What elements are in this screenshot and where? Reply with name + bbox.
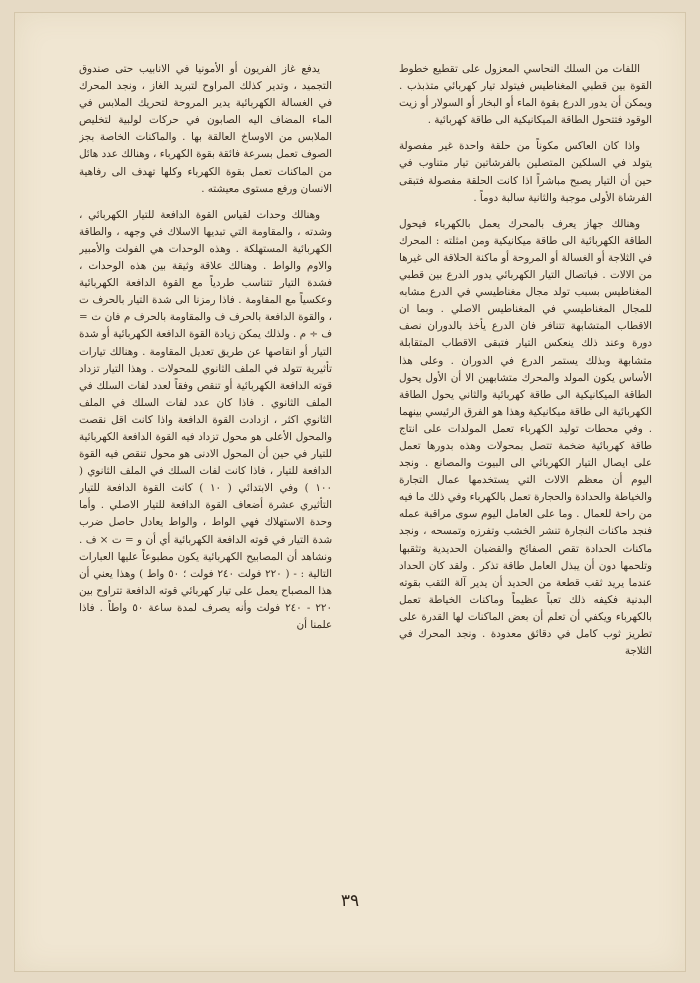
right-column <box>399 61 652 881</box>
book-page <box>14 12 686 972</box>
paragraph: يدفع غاز الفريون أو الأمونيا في الانابيب حتى صندوق التجميد ، وتدير كذلك المراوح لتبريد الغاز ، ونجد المحرك في الغسالة الكهربائية يدير المروحة لتحريك الملابس في الماء المضاف اليه الصابون في حركات لولبية لتخليص الملابس من الاوساخ العالقة بها . والماكنات الخاصة بجز الصوف تعمل بسرعة فائقة بقوة الكهرباء ، وهنالك عدد هائل من الماكنات تعمل بقوة الكهرباء وكلها تهدف الى رفاهية الانسان ورفع مستوى معيشته . <box>79 63 332 195</box>
paragraph: وهنالك وحدات لقياس القوة الدافعة للتيار الكهربائي ، وشدته ، والمقاومة التي تبديها الاسلاك في وجهه ، والطاقة الكهربائية المستهلكة . وهذه الوحدات هي الفولت والأمبير والاوم والواط . وهنالك علاقة وثيقة بين هذه الوحدات ، فشدة التيار تتناسب طردياً مع القوة الدافعة الكهربائية وعكسياً مع المقاومة . فاذا رمزنا الى شدة التيار بالحرف ت ، والقوة الدافعة بالحرف ف والمقاومة بالحرف م فان ت = ف ÷ م . ولذلك يمكن زيادة القوة الدافعة الكهربائية أو شدة التيار أو انقاصها عن طريق تعديل المقاومة . وهنالك تيارات تأثيرية تتولد في الملف الثانوي للمحولات . وهذا التيار تزداد قوته الدافعة الكهربائية أو تنقص وفقاً لعدد لفات السلك في الملف الثانوي . فاذا كان عدد لفات السلك في الملف الثانوي اكثر ، ازدادت القوة الدافعة واذا كانت اقل نقصت والمحول الأعلى هو محول تزداد فيه القوة الدافعة الكهربائية للتيار في حين أن المحول الادنى هو محول تنقص فيه القوة الدافعة للتيار ، فاذا كانت لفات السلك في الملف الثانوي ( ١٠٠ ) وفي الابتدائي ( ١٠ ) كانت القوة الدافعة للتيار التأثيري عشرة أضعاف القوة الدافعة للتيار الاصلي . وأما وحدة الاستهلاك فهي الواط ، والواط يعادل حاصل ضرب شدة التيار في قوته الدافعة الكهربائية أي أن و = ت × ف . ونشاهد أن المصابيح الكهربائية يكون مطبوعاً عليها العبارات التالية : - ( ٢٢٠ فولت ٢٤٠ فولت ؛ ٥٠ واط ) وهذا يعني أن هذا المصباح يعمل على تيار كهربائي قوته الدافعة تتراوح بين ٢٢٠ - ٢٤٠ فولت وأنه يصرف لمدة ساعة ٥٠ واطاً . فاذا علمنا أن <box>79 208 332 631</box>
paragraph: واذا كان العاكس مكوناً من حلقة واحدة غير مفصولة يتولد في السلكين المتصلين بالفرشاتين تيار متناوب في حين أن التيار يصبح مباشراً اذا كانت الحلقة مفصولة فتبقى الفرشاة الأولى موجبة والثانية سالبة دوماً . <box>399 140 652 204</box>
left-column <box>79 61 332 881</box>
paragraph: وهنالك جهاز يعرف بالمحرك يعمل بالكهرباء فيحول الطاقة الكهربائية الى طاقة ميكانيكية ومن امثلته : المحرك في الثلاجة أو الغسالة أو المروحة أو ماكنة الحلاقة الى غيرها من الالات . فباتصال التيار الكهربائي يدور الدرع بين قطبي المغناطيس بسبب تولد مجال مغناطيسي في الدرع مشابه للمجال المغناطيسي في المغناطيس الاصلي . وبما ان الاقطاب المتشابهة تتنافر فان الدرع يأخذ بالدوران نصف دورة وعند ذلك ينعكس التيار فتبقى الاقطاب المتقابلة متشابهة وبذلك يستمر الدرع في الدوران . وعلى هذا الأساس يكون المولد والمحرك متشابهين الا أن الأول يحول الطاقة الميكانيكية الى طاقة كهربائية والثاني يحول الطاقة الكهربائية الى طاقة ميكانيكية وهذا هو الفرق الرئيسي بينهما . وفي محطات توليد الكهرباء تعمل المولدات على انتاج طاقة كهربائية ضخمة تتصل بمحولات وهذه بدورها تعمل على ايصال التيار الكهربائي الى البيوت والمصانع . ونجد اليوم أن معظم الالات التي يستخدمها عمال التجارة والخياطة والحدادة والحجارة تعمل بالكهرباء وفي ذلك ما فيه من راحة للعمال . وما على العامل اليوم سوى مراقبة عمله فنجد ماكنات النجارة تنشر الخشب وتفرزه وتمسحه ، ونجد ماكنات الحدادة تقص الصفائح والقضبان الحديدية وتثقبها وتلحمها دون أن يبذل العامل طاقة تذكر . ولقد كان الحداد عندما يريد ثقب قطعة من الحديد أن يدير آلة الثقب بقوته البدنية فكيفه ذلك تعباً عظيماً وماكنات الخياطة تعمل بالكهرباء ويكفي أن تعلم أن بعض الماكنات لها القدرة على تطريز ثوب كامل في دقائق معدودة . ونجد المحرك في الثلاجة <box>399 217 652 658</box>
paragraph: اللفات من السلك النحاسي المعزول على تقطيع خطوط القوة بين قطبي المغناطيس فيتولد تيار كهربائي متذبذب . ويمكن أن يدور الدرع بقوة الماء أو البخار أو السولار أو زيت الوقود فتتحول الطاقة الميكانيكية الى طاقة كهربائية . <box>399 63 652 127</box>
page-number: ٣٩ <box>340 891 360 911</box>
